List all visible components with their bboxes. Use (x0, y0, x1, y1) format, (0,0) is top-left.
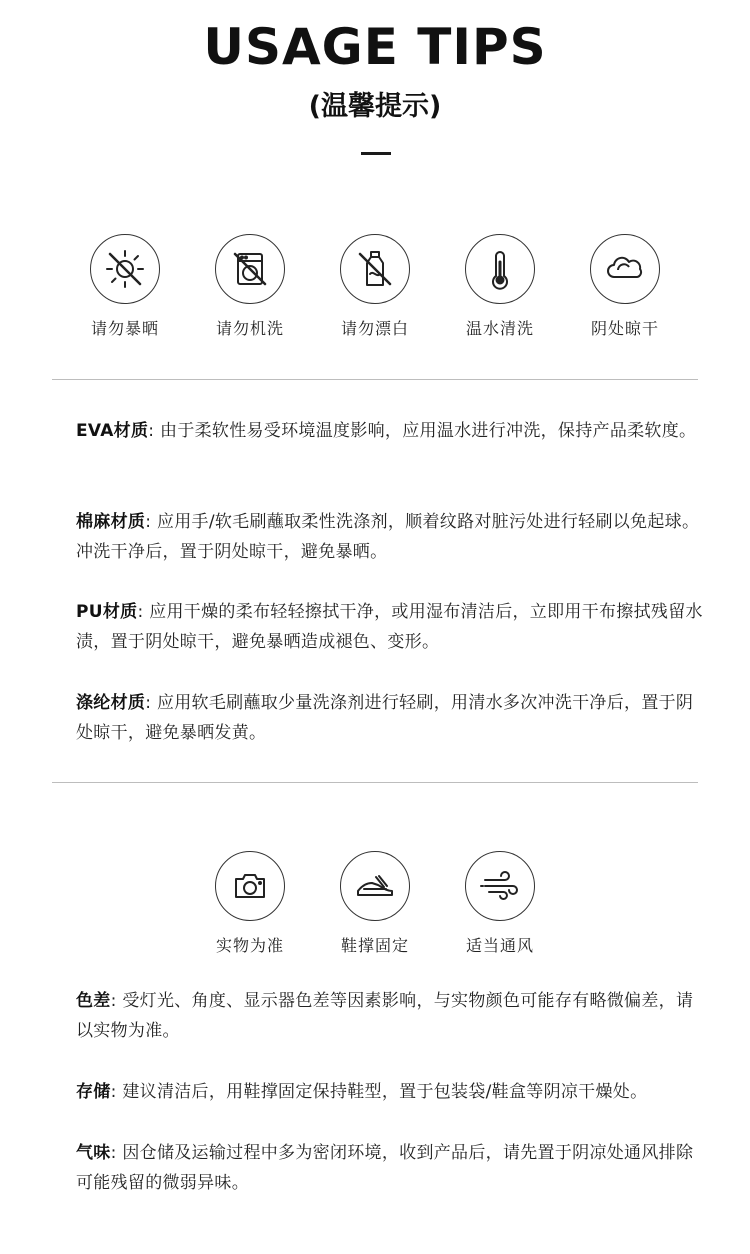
care-label: 请勿暴晒 (90, 319, 159, 338)
care-label: 请勿机洗 (215, 319, 284, 338)
title-divider (361, 152, 391, 155)
no-machine-wash-icon (215, 234, 285, 304)
material-text: 由于柔软性易受环境温度影响，应用温水进行冲洗，保持产品柔软度。 (160, 421, 697, 441)
material-text: 应用干燥的柔布轻轻擦拭干净，或用湿布清洁后，立即用干布擦拭残留水渍，置于阴处晾干，避免暴晒造成褪色、变形。 (76, 602, 703, 652)
material-text: 应用软毛刷蘸取少量洗涤剂进行轻刷，用清水多次冲洗干净后，置于阴处晾干，避免暴晒发黄。 (76, 693, 694, 743)
note-name: 气味 (76, 1143, 111, 1163)
shoe-tree-icon (340, 851, 410, 921)
material-pu: PU材质: 应用干燥的柔布轻轻擦拭干净，或用湿布清洁后，立即用干布擦拭残留水渍，置于阴处晾干，避免暴晒造成褪色、变形。 (76, 602, 703, 652)
note-odor: 气味: 因仓储及运输过程中多为密闭环境，收到产品后，请先置于阴凉处通风排除可能残留的微弱异味。 (76, 1143, 694, 1193)
material-name: 涤纶材质 (76, 693, 146, 713)
material-text: 应用手/软毛刷蘸取柔性洗涤剂，顺着纹路对脏污处进行轻刷以免起球。冲洗干净后，置于阴处晾干，避免暴晒。 (76, 512, 700, 562)
note-text: 受灯光、角度、显示器色差等因素影响，与实物颜色可能存有略微偏差，请以实物为准。 (76, 991, 694, 1041)
note-text: 因仓储及运输过程中多为密闭环境，收到产品后，请先置于阴凉处通风排除可能残留的微弱异味。 (76, 1143, 694, 1193)
section-divider (52, 782, 698, 783)
note-name: 色差 (76, 991, 111, 1011)
extra-item-actual-product (180, 851, 320, 956)
care-item-no-bleach (305, 234, 445, 339)
page-subtitle: (温馨提示) (308, 91, 442, 122)
care-label: 请勿漂白 (340, 319, 409, 338)
extra-label: 实物为准 (215, 936, 284, 955)
extra-item-ventilation (430, 851, 570, 956)
material-name: PU材质 (76, 602, 138, 622)
care-label: 温水清洗 (465, 319, 534, 338)
material-cotton-linen: 棉麻材质: 应用手/软毛刷蘸取柔性洗涤剂，顺着纹路对脏污处进行轻刷以免起球。冲洗干净后，置于阴处晾干，避免暴晒。 (76, 512, 700, 562)
cloud-icon (590, 234, 660, 304)
extra-label: 鞋撑固定 (340, 936, 409, 955)
material-name: 棉麻材质 (76, 512, 146, 532)
care-item-shade-dry (555, 234, 695, 339)
material-polyester: 涤纶材质: 应用软毛刷蘸取少量洗涤剂进行轻刷，用清水多次冲洗干净后，置于阴处晾干，避免暴晒发黄。 (76, 693, 694, 743)
wind-icon (465, 851, 535, 921)
page-title: USAGE TIPS (203, 18, 547, 76)
thermometer-icon (465, 234, 535, 304)
care-item-no-machine-wash (180, 234, 320, 339)
note-text: 建议清洁后，用鞋撑固定保持鞋型，置于包装袋/鞋盒等阴凉干燥处。 (122, 1082, 648, 1102)
care-item-no-sun (55, 234, 195, 339)
no-sun-icon (90, 234, 160, 304)
no-bleach-icon (340, 234, 410, 304)
material-eva: EVA材质: 由于柔软性易受环境温度影响，应用温水进行冲洗，保持产品柔软度。 (76, 421, 697, 441)
care-label: 阴处晾干 (590, 319, 659, 338)
care-item-warm-wash (430, 234, 570, 339)
extra-item-shoe-tree (305, 851, 445, 956)
camera-icon (215, 851, 285, 921)
extra-label: 适当通风 (465, 936, 534, 955)
note-storage: 存储: 建议清洁后，用鞋撑固定保持鞋型，置于包装袋/鞋盒等阴凉干燥处。 (76, 1082, 648, 1102)
note-name: 存储 (76, 1082, 111, 1102)
material-name: EVA材质 (76, 421, 149, 441)
section-divider (52, 379, 698, 380)
note-color-difference: 色差: 受灯光、角度、显示器色差等因素影响，与实物颜色可能存有略微偏差，请以实物为准。 (76, 991, 694, 1041)
